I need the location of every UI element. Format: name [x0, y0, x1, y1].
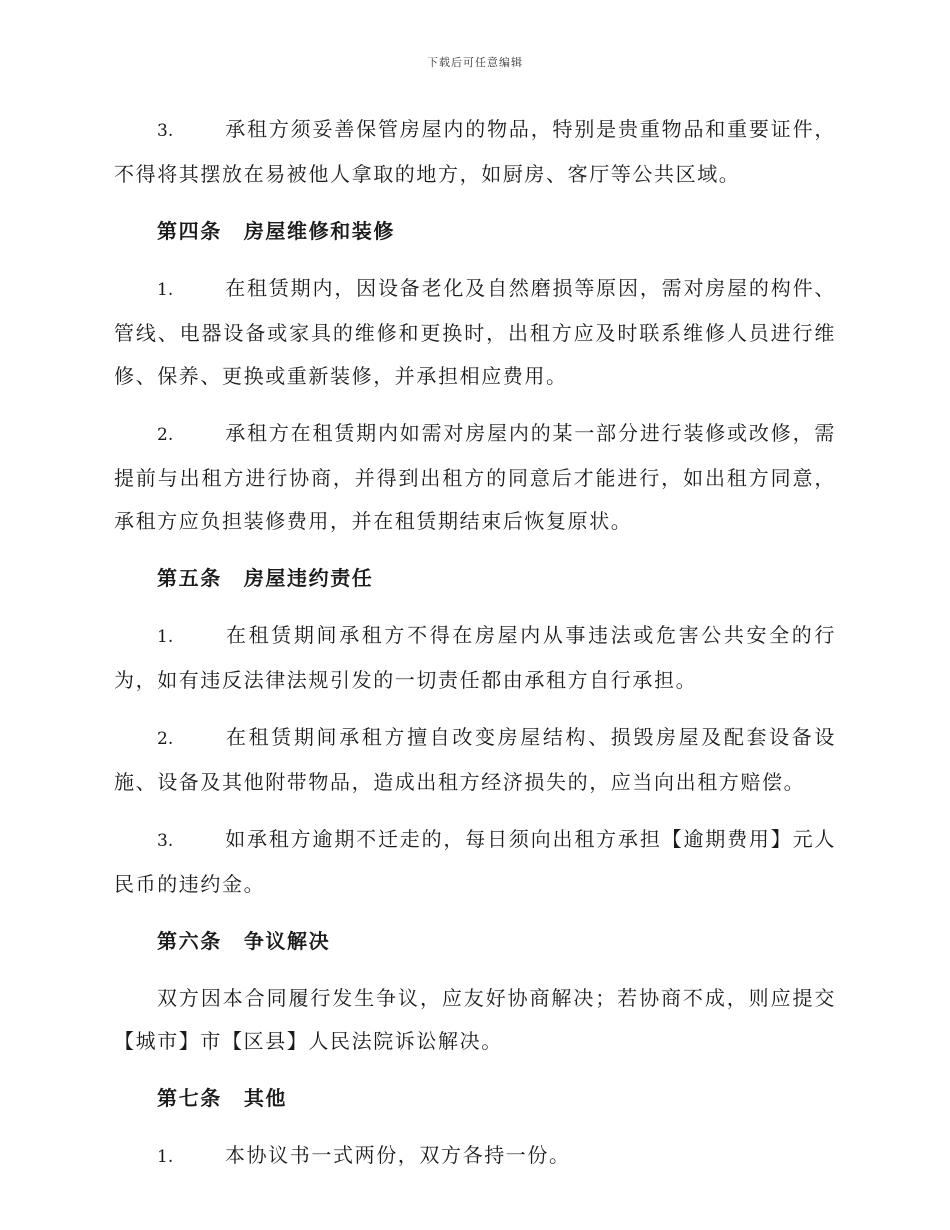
- section-label: 第七条: [157, 1086, 222, 1110]
- section-title: 争议解决: [243, 929, 331, 953]
- item-number: 1.: [157, 1147, 174, 1167]
- item-text: 如承租方逾期不迁走的，每日须向出租方承担【逾期费用】元人民币的违约金。: [114, 827, 836, 896]
- page-header: 下载后可任意编辑: [427, 56, 523, 69]
- clause-item: [114, 108, 836, 196]
- item-number: 2.: [157, 729, 174, 749]
- section-label: 第四条: [157, 219, 222, 243]
- item-number: 1.: [157, 280, 174, 300]
- item-number: 1.: [157, 627, 174, 647]
- section-title: 房屋维修和装修: [243, 219, 396, 243]
- section-label: 第五条: [157, 566, 222, 590]
- item-text: 在租赁期间承租方擅自改变房屋结构、损毁房屋及配套设备设施、设备及其他附带物品，造成出租方经济损失的，应当向出租方赔偿。: [114, 725, 836, 794]
- clause-item: [114, 1134, 836, 1179]
- item-number: 2.: [157, 425, 174, 445]
- item-text: 承租方须妥善保管房屋内的物品，特别是贵重物品和重要证件，不得将其摆放在易被他人拿取的地方，如厨房、客厅等公共区域。: [114, 117, 836, 186]
- clause-paragraph: 双方因本合同履行发生争议，应友好协商解决；若协商不成，则应提交【城市】市【区县】人民法院诉讼解决。: [114, 986, 836, 1053]
- clause-item: [114, 267, 836, 398]
- item-text: 本协议书一式两份，双方各持一份。: [225, 1143, 571, 1167]
- section-title: 房屋违约责任: [243, 566, 374, 590]
- item-text: 承租方在租赁期内如需对房屋内的某一部分进行装修或改修，需提前与出租方进行协商，并得到出租方的同意后才能进行，如出租方同意，承租方应负担装修费用，并在租赁期结束后恢复原状。: [114, 421, 836, 533]
- section-heading: [157, 210, 836, 253]
- clause-item: [114, 412, 836, 543]
- item-text: 在租赁期间承租方不得在房屋内从事违法或危害公共安全的行为，如有违反法律法规引发的一切责任都由承租方自行承担。: [114, 623, 836, 692]
- item-text: 在租赁期内，因设备老化及自然磨损等原因，需对房屋的构件、管线、电器设备或家具的维修和更换时，出租方应及时联系维修人员进行维修、保养、更换或重新装修，并承担相应费用。: [114, 276, 836, 388]
- item-number: 3.: [157, 831, 174, 851]
- section-heading: [157, 920, 836, 963]
- item-number: 3.: [157, 121, 174, 141]
- clause-item: [114, 818, 836, 906]
- document-body: [114, 108, 836, 1193]
- clause-item: [114, 614, 836, 702]
- section-title: 其他: [243, 1086, 288, 1110]
- section-heading: [157, 1077, 836, 1120]
- section-label: 第六条: [157, 929, 222, 953]
- clause-item: [114, 716, 836, 804]
- section-heading: [157, 557, 836, 600]
